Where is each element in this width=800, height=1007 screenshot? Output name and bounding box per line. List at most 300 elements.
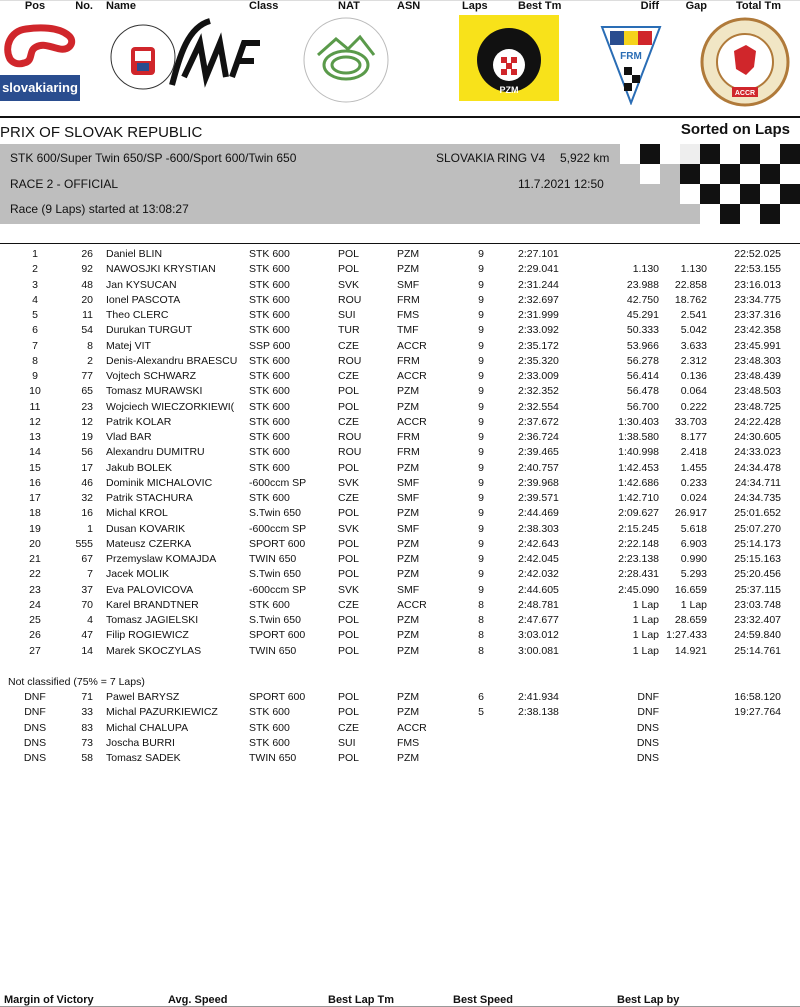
cell-laps: 9	[478, 400, 484, 413]
cell-class: STK 600	[249, 293, 290, 306]
table-row	[0, 737, 800, 752]
cell-nat: POL	[338, 537, 360, 550]
cell-asn: PZM	[397, 629, 420, 642]
cell-asn: ACCR	[397, 339, 427, 352]
cell-total: 23:37.316	[734, 309, 781, 321]
cell-gap: 33.703	[674, 415, 707, 428]
cell-name: Mateusz CZERKA	[106, 537, 192, 550]
cell-asn: PZM	[397, 691, 420, 703]
cell-best: 2:38.138	[518, 706, 559, 719]
cell-total: 24:30.605	[734, 431, 781, 443]
footer-best-lap-by: Best Lap by	[617, 994, 680, 1006]
cell-total: 23:48.439	[734, 370, 781, 382]
cell-laps: 8	[478, 614, 484, 626]
cell-pos: 16	[29, 476, 41, 489]
cell-diff: 2:09.627	[618, 507, 659, 520]
cell-pos: 24	[29, 598, 41, 611]
cell-pos: 17	[29, 492, 41, 504]
sponsor-logos	[0, 0, 800, 109]
table-row	[0, 553, 800, 568]
cell-diff: 1 Lap	[632, 598, 659, 611]
cell-total: 24:34.735	[734, 492, 781, 504]
col-diff: Diff	[640, 0, 659, 12]
cell-laps: 9	[478, 507, 484, 520]
cell-diff: 50.333	[626, 324, 659, 337]
cell-no: 12	[81, 415, 93, 428]
not-classified-label: Not classified (75% = 7 Laps)	[8, 676, 145, 688]
cell-no: 47	[81, 629, 93, 642]
table-row	[0, 263, 800, 278]
cell-total: 25:14.173	[734, 537, 781, 550]
cell-total: 19:27.764	[734, 706, 781, 719]
cell-diff: 1 Lap	[632, 614, 659, 626]
cell-pos: 1	[32, 248, 38, 260]
footer-margin: Margin of Victory	[4, 994, 94, 1006]
cell-nat: ROU	[338, 354, 362, 367]
col-class: Class	[249, 0, 279, 12]
cell-name: Michal CHALUPA	[106, 721, 189, 734]
cell-asn: FMS	[397, 309, 420, 321]
table-row	[0, 507, 800, 522]
accr-label: ACCR	[734, 90, 756, 97]
cell-name: Denis-Alexandru BRAESCU	[106, 354, 238, 367]
cell-diff: 1:42.453	[618, 461, 659, 474]
cell-pos: 20	[29, 537, 41, 550]
col-asn: ASN	[397, 0, 421, 12]
cell-pos: 2	[32, 263, 38, 276]
cell-asn: ACCR	[397, 415, 427, 428]
cell-diff: 56.414	[626, 370, 659, 382]
cell-best: 2:41.934	[518, 691, 559, 703]
cell-laps: 9	[478, 248, 484, 260]
cell-pos: DNS	[23, 752, 47, 764]
cell-nat: ROU	[338, 293, 362, 306]
cell-best: 2:40.757	[518, 461, 559, 474]
cell-pos: 7	[32, 339, 38, 352]
cell-total: 25:01.652	[734, 507, 781, 520]
table-row	[0, 416, 800, 431]
cell-class: STK 600	[249, 354, 290, 367]
cell-no: 2	[87, 354, 93, 367]
cell-best: 2:31.244	[518, 278, 559, 291]
table-row	[0, 401, 800, 416]
cell-name: Dominik MICHALOVIC	[106, 476, 213, 489]
cell-total: 24:33.023	[734, 446, 781, 459]
cell-laps: 9	[478, 415, 484, 428]
col-laps: Laps	[462, 0, 488, 12]
cell-best: 2:37.672	[518, 415, 559, 428]
cell-nat: POL	[338, 614, 360, 626]
cell-laps: 8	[478, 629, 484, 642]
cell-gap: 1 Lap	[680, 598, 707, 611]
cell-class: STK 600	[249, 461, 290, 474]
cell-no: 555	[75, 537, 93, 550]
cell-no: 4	[87, 614, 93, 626]
cell-pos: 22	[29, 568, 41, 581]
col-best: Best Tm	[518, 0, 562, 12]
table-row	[0, 538, 800, 553]
track-name: SLOVAKIA RING V4	[436, 151, 546, 165]
cell-class: STK 600	[249, 598, 290, 611]
table-row	[0, 446, 800, 461]
cell-nat: CZE	[338, 415, 359, 428]
table-row	[0, 645, 800, 660]
cell-nat: ROU	[338, 431, 362, 443]
table-row	[0, 248, 800, 263]
cell-no: 8	[87, 339, 93, 352]
cell-laps: 9	[478, 461, 484, 474]
cell-total: 24:34.711	[735, 476, 781, 489]
cell-gap: 0.136	[680, 370, 707, 382]
footer-best-lap-tm: Best Lap Tm	[328, 994, 395, 1006]
cell-name: Jacek MOLIK	[106, 568, 170, 581]
cell-no: 14	[81, 644, 93, 657]
cell-pos: 10	[29, 385, 41, 398]
cell-pos: 8	[32, 354, 38, 367]
cell-gap: 26.917	[674, 507, 707, 520]
cell-gap: 14.921	[674, 644, 707, 657]
cell-name: Patrik KOLAR	[106, 415, 172, 428]
col-no: No.	[75, 0, 93, 12]
cell-diff: 2:23.138	[618, 553, 659, 565]
cell-gap: 5.042	[680, 324, 707, 337]
cell-total: 25:20.456	[734, 568, 781, 581]
cell-asn: FRM	[397, 431, 420, 443]
cell-best: 2:44.469	[518, 507, 559, 520]
cell-nat: POL	[338, 461, 360, 474]
cell-diff: 45.291	[626, 309, 659, 321]
cell-name: Pawel BARYSZ	[106, 691, 180, 703]
cell-total: 25:15.163	[734, 553, 781, 565]
cell-gap: 0.990	[680, 553, 707, 565]
cell-pos: 4	[32, 293, 38, 306]
cell-total: 25:37.115	[735, 583, 781, 596]
cell-asn: PZM	[397, 537, 420, 550]
cell-diff: DNS	[636, 736, 659, 749]
cell-laps: 9	[478, 385, 484, 398]
cell-no: 32	[81, 492, 93, 504]
cell-total: 22:53.155	[734, 263, 781, 276]
cell-total: 23:03.748	[734, 598, 781, 611]
cell-asn: SMF	[397, 492, 420, 504]
cell-no: 70	[81, 598, 93, 611]
cell-class: SPORT 600	[249, 691, 306, 703]
cell-nat: ROU	[338, 446, 362, 459]
cell-class: STK 600	[249, 263, 290, 276]
cell-pos: 3	[32, 278, 38, 291]
cell-class: TWIN 650	[249, 553, 297, 565]
cell-best: 2:29.041	[518, 263, 559, 276]
cell-best: 2:48.781	[518, 598, 559, 611]
cell-no: 16	[81, 507, 93, 520]
cell-gap: 18.762	[674, 293, 707, 306]
cell-pos: 13	[29, 431, 41, 443]
cell-total: 25:07.270	[734, 522, 781, 535]
table-row	[0, 340, 800, 355]
cell-class: S.Twin 650	[249, 568, 301, 581]
cell-laps: 9	[478, 522, 484, 535]
table-row	[0, 370, 800, 385]
cell-laps: 9	[478, 476, 484, 489]
cell-best: 2:27.101	[518, 248, 559, 260]
cell-diff: 42.750	[626, 293, 659, 306]
cell-class: STK 600	[249, 431, 290, 443]
table-row	[0, 492, 800, 507]
cell-asn: PZM	[397, 752, 420, 764]
cell-pos: 9	[32, 370, 38, 382]
alpe-adria-logo	[300, 15, 392, 105]
table-row	[0, 706, 800, 721]
cell-laps: 9	[478, 324, 484, 337]
cell-gap: 6.903	[680, 537, 707, 550]
cell-asn: TMF	[397, 324, 419, 337]
cell-diff: 2:28.431	[618, 568, 659, 581]
cell-gap: 0.233	[680, 476, 707, 489]
cell-nat: SVK	[338, 522, 360, 535]
table-row	[0, 691, 800, 706]
cell-laps: 9	[478, 583, 484, 596]
cell-nat: POL	[338, 752, 360, 764]
cell-best: 2:33.009	[518, 370, 559, 382]
cell-diff: 2:45.090	[618, 583, 659, 596]
cell-best: 2:39.968	[518, 476, 559, 489]
table-row	[0, 324, 800, 339]
cell-best: 2:36.724	[518, 431, 559, 443]
cell-total: 16:58.120	[734, 691, 781, 703]
cell-gap: 0.024	[680, 492, 707, 504]
cell-no: 65	[81, 385, 93, 398]
cell-pos: 18	[29, 507, 41, 520]
smf-logo	[110, 15, 260, 101]
cell-nat: POL	[338, 706, 360, 719]
race-status: RACE 2 - OFFICIAL	[10, 177, 119, 191]
cell-asn: PZM	[397, 706, 420, 719]
cell-pos: 23	[29, 583, 41, 596]
cell-asn: SMF	[397, 476, 420, 489]
cell-total: 23:48.503	[734, 385, 781, 398]
cell-diff: 53.966	[626, 339, 659, 352]
cell-pos: DNS	[23, 721, 47, 734]
cell-best: 2:32.554	[518, 400, 559, 413]
cell-name: Ionel PASCOTA	[106, 293, 181, 306]
cell-best: 2:42.643	[518, 537, 559, 550]
cell-name: Michal PAZURKIEWICZ	[106, 706, 218, 719]
cell-name: Alexandru DUMITRU	[106, 446, 205, 459]
cell-diff: 1 Lap	[632, 644, 659, 657]
cell-no: 7	[87, 568, 93, 581]
table-row	[0, 629, 800, 644]
cell-diff: 1:38.580	[618, 431, 659, 443]
cell-no: 83	[81, 721, 93, 734]
cell-name: Przemyslaw KOMAJDA	[106, 553, 217, 565]
cell-asn: PZM	[397, 461, 420, 474]
cell-diff: DNF	[637, 691, 659, 703]
cell-asn: FRM	[397, 446, 420, 459]
cell-class: STK 600	[249, 370, 290, 382]
cell-total: 24:34.478	[734, 461, 781, 474]
cell-class: STK 600	[249, 706, 290, 719]
cell-gap: 0.064	[680, 385, 707, 398]
cell-diff: 2:15.245	[618, 522, 659, 535]
cell-name: Dusan KOVARIK	[106, 522, 186, 535]
table-row	[0, 584, 800, 599]
cell-no: 33	[81, 706, 93, 719]
cell-class: -600ccm SP	[249, 476, 307, 489]
cell-best: 2:42.045	[518, 553, 559, 565]
frm-label: FRM	[620, 51, 642, 62]
cell-asn: PZM	[397, 553, 420, 565]
cell-laps: 9	[478, 431, 484, 443]
cell-pos: DNS	[23, 736, 47, 749]
cell-class: STK 600	[249, 324, 290, 337]
cell-diff: 56.700	[626, 400, 659, 413]
cell-class: STK 600	[249, 721, 290, 734]
table-row	[0, 385, 800, 400]
col-gap: Gap	[685, 0, 707, 12]
cell-asn: PZM	[397, 385, 420, 398]
cell-name: Jakub BOLEK	[106, 461, 172, 474]
race-classes: STK 600/Super Twin 650/SP -600/Sport 600/Twin 650	[10, 151, 297, 165]
table-row	[0, 752, 800, 767]
cell-laps: 8	[478, 644, 484, 657]
cell-best: 2:32.352	[518, 385, 559, 398]
cell-pos: 12	[29, 415, 41, 428]
cell-total: 23:32.407	[734, 614, 781, 626]
cell-total: 23:48.725	[734, 400, 781, 413]
cell-class: STK 600	[249, 736, 290, 749]
cell-asn: SMF	[397, 583, 420, 596]
table-row	[0, 614, 800, 629]
footer-best-speed: Best Speed	[453, 994, 513, 1006]
cell-nat: POL	[338, 553, 360, 565]
table-row	[0, 477, 800, 492]
table-row	[0, 523, 800, 538]
cell-name: Tomasz SADEK	[106, 752, 181, 764]
cell-no: 20	[81, 293, 93, 306]
cell-total: 23:45.991	[734, 339, 781, 352]
cell-class: TWIN 650	[249, 752, 297, 764]
cell-pos: DNF	[24, 691, 46, 703]
cell-pos: 6	[32, 324, 38, 337]
cell-name: Patrik STACHURA	[106, 492, 193, 504]
checkered-flag-icon	[600, 144, 800, 224]
table-row	[0, 309, 800, 324]
cell-best: 2:42.032	[518, 568, 559, 581]
cell-name: Daniel BLIN	[106, 248, 163, 260]
cell-class: STK 600	[249, 400, 290, 413]
cell-nat: POL	[338, 629, 360, 642]
cell-name: Michal KROL	[106, 507, 168, 520]
cell-total: 23:34.775	[734, 293, 781, 306]
cell-pos: 26	[29, 629, 41, 642]
cell-class: SPORT 600	[249, 629, 306, 642]
cell-laps: 9	[478, 339, 484, 352]
col-pos: Pos	[24, 0, 46, 12]
cell-class: STK 600	[249, 309, 290, 321]
cell-diff: 1:42.710	[618, 492, 659, 504]
table-row	[0, 355, 800, 370]
title-bar	[0, 116, 800, 147]
cell-class: -600ccm SP	[249, 583, 307, 596]
cell-nat: POL	[338, 263, 360, 276]
cell-best: 2:32.697	[518, 293, 559, 306]
cell-diff: 56.278	[626, 354, 659, 367]
cell-pos: 11	[29, 400, 41, 413]
cell-pos: DNF	[24, 706, 46, 719]
cell-no: 11	[82, 309, 93, 321]
cell-nat: SVK	[338, 278, 360, 291]
cell-laps: 9	[478, 354, 484, 367]
cell-total: 24:22.428	[734, 415, 781, 428]
cell-pos: 19	[29, 522, 41, 535]
cell-best: 2:31.999	[518, 309, 559, 321]
cell-best: 2:47.677	[518, 614, 559, 626]
cell-gap: 1.130	[680, 263, 707, 276]
cell-laps: 9	[478, 446, 484, 459]
cell-gap: 22.858	[674, 278, 707, 291]
cell-nat: SVK	[338, 476, 360, 489]
cell-total: 23:42.358	[734, 324, 781, 337]
cell-no: 71	[81, 691, 93, 703]
cell-best: 2:33.092	[518, 324, 559, 337]
cell-no: 23	[81, 400, 93, 413]
cell-best: 2:39.571	[518, 492, 559, 504]
cell-name: Tomasz MURAWSKI	[106, 385, 203, 398]
cell-name: Eva PALOVICOVA	[106, 583, 194, 596]
cell-no: 56	[81, 446, 93, 459]
cell-no: 19	[81, 431, 93, 443]
cell-diff: 1:30.403	[618, 415, 659, 428]
slovakiaring-label: slovakiaring	[0, 75, 80, 101]
cell-name: Marek SKOCZYLAS	[106, 644, 202, 657]
cell-asn: FRM	[397, 354, 420, 367]
cell-name: Vojtech SCHWARZ	[106, 370, 197, 382]
cell-gap: 3.633	[680, 339, 707, 352]
cell-nat: CZE	[338, 598, 359, 611]
cell-pos: 15	[29, 461, 41, 474]
cell-class: STK 600	[249, 415, 290, 428]
cell-diff: 2:22.148	[618, 537, 659, 550]
cell-class: STK 600	[249, 446, 290, 459]
cell-nat: CZE	[338, 492, 359, 504]
cell-class: STK 600	[249, 278, 290, 291]
cell-nat: POL	[338, 691, 360, 703]
col-nat: NAT	[338, 0, 360, 12]
cell-no: 54	[81, 324, 93, 337]
cell-laps: 9	[478, 309, 484, 321]
cell-asn: ACCR	[397, 721, 427, 734]
cell-name: Joscha BURRI	[106, 736, 175, 749]
cell-diff: 1 Lap	[632, 629, 659, 642]
track-length: 5,922 km	[560, 151, 610, 165]
cell-diff: DNF	[637, 706, 659, 719]
cell-gap: 8.177	[680, 431, 707, 443]
cell-no: 77	[81, 370, 93, 382]
cell-no: 46	[81, 476, 93, 489]
cell-name: Matej VIT	[106, 339, 151, 352]
accr-logo	[700, 17, 790, 107]
col-name: Name	[106, 0, 136, 12]
cell-laps: 9	[478, 370, 484, 382]
cell-best: 2:39.465	[518, 446, 559, 459]
cell-asn: PZM	[397, 507, 420, 520]
cell-gap: 16.659	[674, 583, 707, 596]
cell-no: 73	[81, 736, 93, 749]
cell-class: TWIN 650	[249, 644, 297, 657]
cell-laps: 8	[478, 598, 484, 611]
table-row	[0, 431, 800, 446]
cell-pos: 27	[29, 644, 41, 657]
